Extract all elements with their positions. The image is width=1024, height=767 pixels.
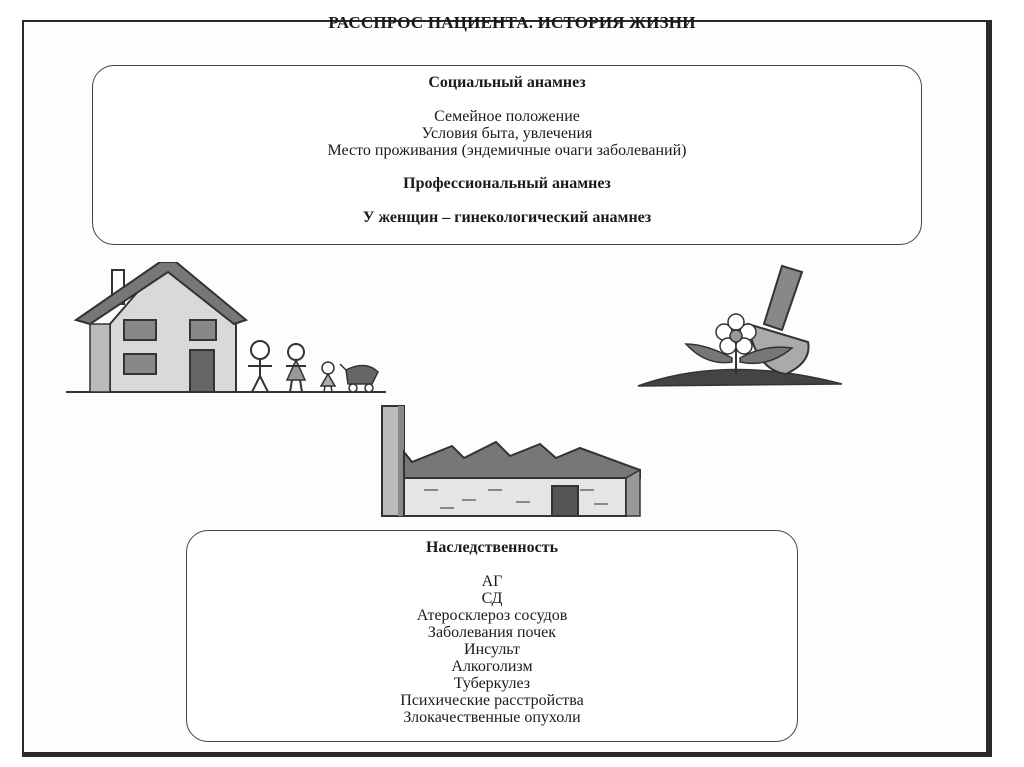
factory-icon: [380, 404, 650, 520]
heredity-item: Заболевания почек: [427, 624, 557, 641]
gynecological-anamnesis: У женщин – гинекологический анамнез: [362, 209, 652, 226]
social-item: Место проживания (эндемичные очаги заболеваний): [327, 142, 687, 159]
heredity-item: СД: [481, 590, 503, 607]
heredity-item: Туберкулез: [453, 675, 531, 692]
shovel-with-flower-icon: [636, 262, 846, 392]
heredity-item: Алкоголизм: [451, 658, 533, 675]
social-item: Семейное положение: [434, 108, 580, 125]
social-anamnesis-box: [92, 65, 922, 245]
house-with-family-icon: [66, 262, 396, 398]
social-heading: Социальный анамнез: [428, 74, 586, 91]
social-item: Условия быта, увлечения: [421, 125, 593, 142]
page-title: РАССПРОС ПАЦИЕНТА. ИСТОРИЯ ЖИЗНИ: [328, 13, 696, 32]
heredity-item: Злокачественные опухоли: [403, 709, 581, 726]
heredity-item: АГ: [481, 573, 503, 590]
heredity-box: [186, 530, 798, 742]
heredity-heading: Наследственность: [425, 539, 559, 556]
heredity-item: Атеросклероз сосудов: [416, 607, 568, 624]
heredity-item: Психические расстройства: [400, 692, 584, 709]
heredity-item: Инсульт: [464, 641, 520, 658]
professional-anamnesis: Профессиональный анамнез: [403, 175, 611, 192]
